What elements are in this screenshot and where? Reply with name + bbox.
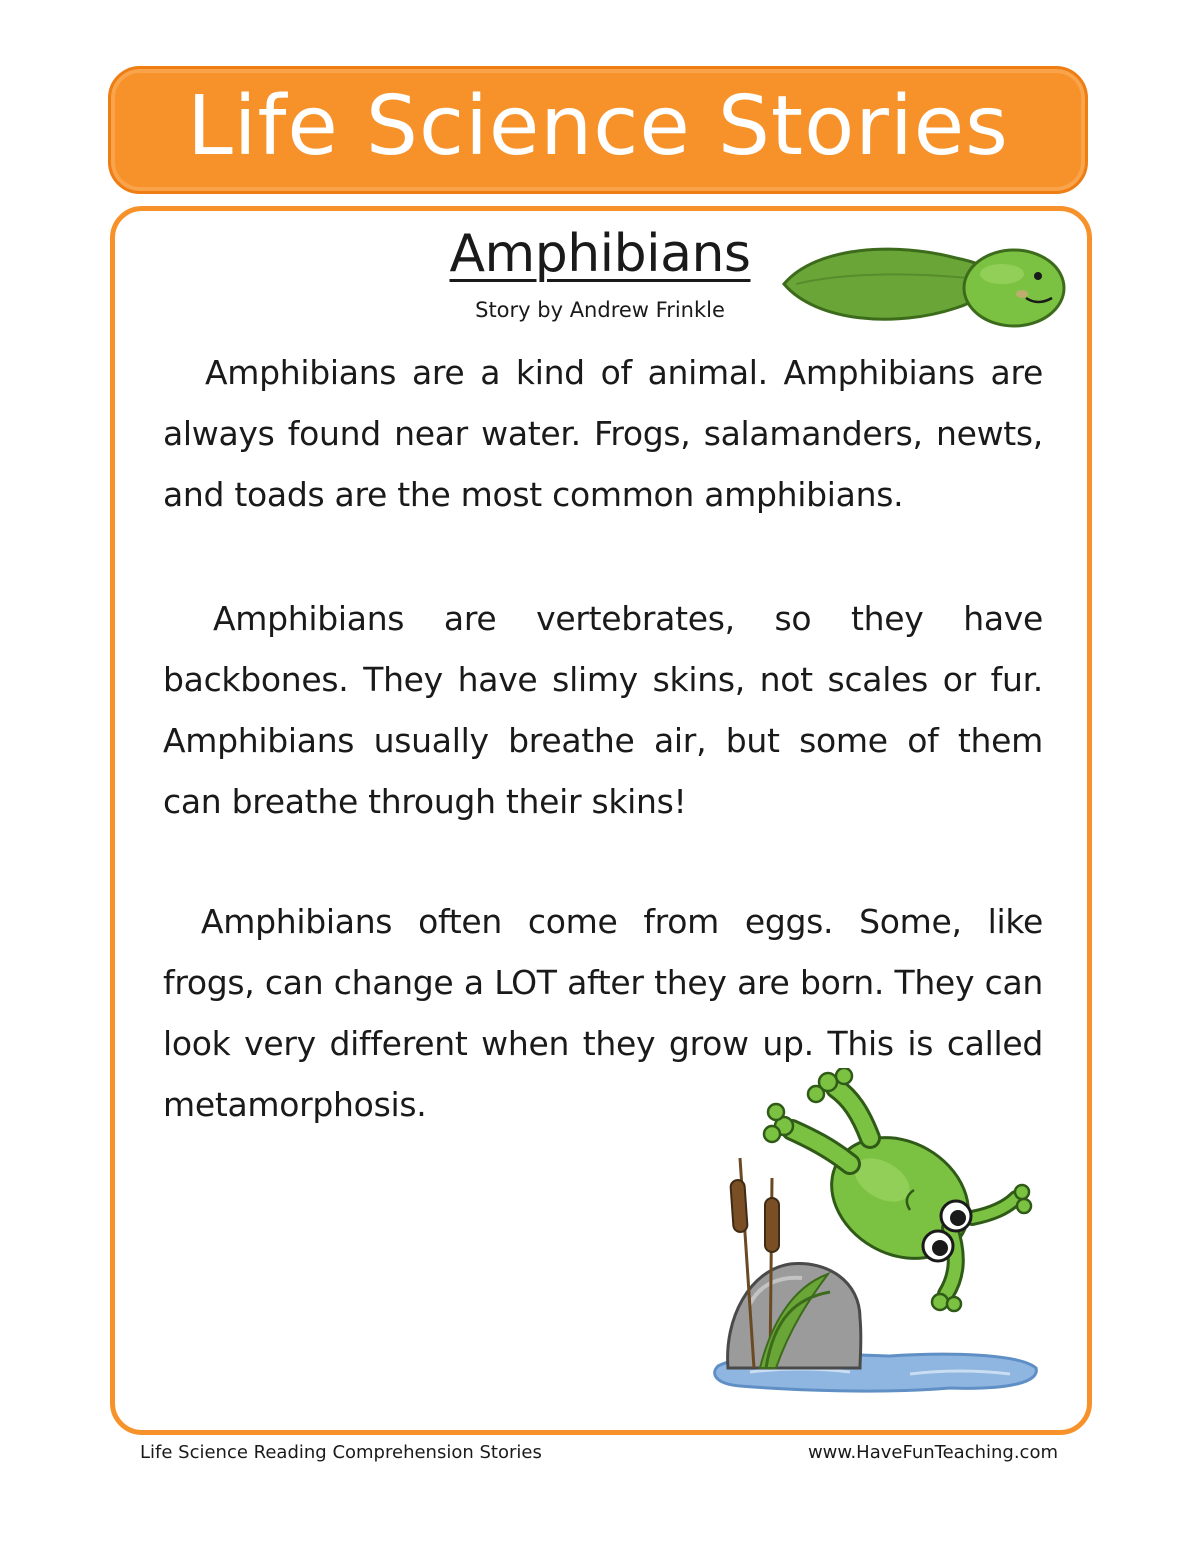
footer-series-label: Life Science Reading Comprehension Stories bbox=[140, 1442, 542, 1463]
story-title: Amphibians bbox=[449, 224, 751, 284]
story-paragraph-2: Amphibians are vertebrates, so they have backbones. They have slimy skins, not scales or fur. Amphibians usually breathe air, but some of them can breathe through their skins! bbox=[163, 599, 1043, 821]
footer-website: www.HaveFunTeaching.com bbox=[807, 1442, 1058, 1463]
tadpole-icon bbox=[776, 232, 1068, 332]
header-banner bbox=[108, 66, 1088, 194]
story-author: Story by Andrew Frinkle bbox=[475, 298, 725, 322]
story-paragraph-1: Amphibians are a kind of animal. Amphibians are always found near water. Frogs, salamanders, newts, and toads are the most common amphibians. bbox=[163, 353, 1043, 514]
story-paragraph-3: Amphibians often come from eggs. Some, like frogs, can change a LOT after they are born. They can look very different when they grow up. This is called metamorphosis. bbox=[163, 902, 1043, 1124]
page-title: Life Science Stories bbox=[187, 79, 1009, 174]
frog-pond-illustration bbox=[710, 1068, 1050, 1418]
